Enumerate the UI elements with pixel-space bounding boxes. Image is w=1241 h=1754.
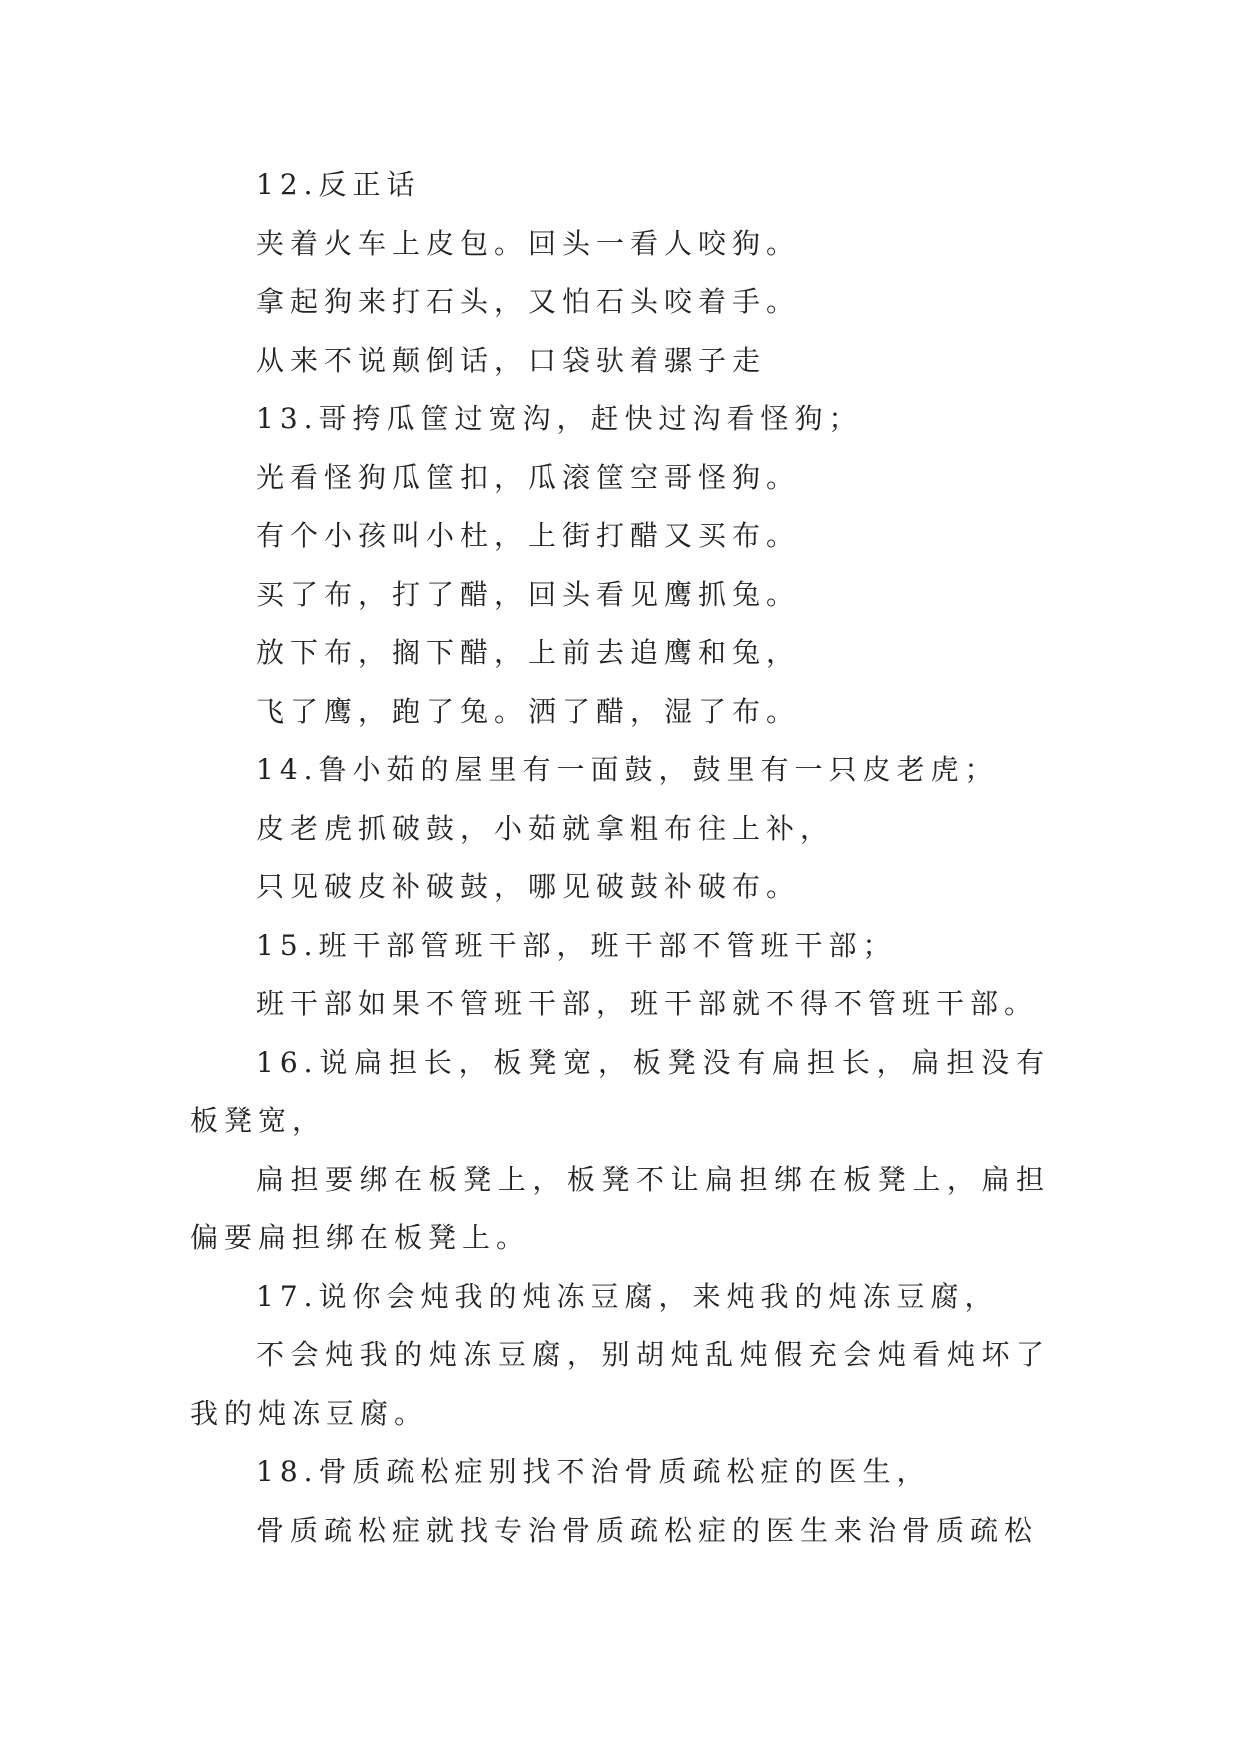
paragraph: 有个小孩叫小杜，上街打醋又买布。 xyxy=(256,519,801,552)
paragraph: 14.鲁小茹的屋里有一面鼓，鼓里有一只皮老虎； xyxy=(256,753,999,786)
paragraph: 18.骨质疏松症别找不治骨质疏松症的医生， xyxy=(256,1455,931,1488)
paragraph: 班干部如果不管班干部，班干部就不得不管班干部。 xyxy=(256,987,1039,1020)
paragraph: 16.说扁担长，板凳宽，板凳没有扁担长，扁担没有板凳宽， xyxy=(190,1045,1050,1137)
paragraph: 放下布，搁下醋，上前去追鹰和兔， xyxy=(256,636,801,669)
paragraph: 光看怪狗瓜筐扣，瓜滚筐空哥怪狗。 xyxy=(256,460,801,494)
paragraph: 17.说你会炖我的炖冻豆腐，来炖我的炖冻豆腐， xyxy=(256,1279,999,1313)
paragraph: 买了布，打了醋，回头看见鹰抓兔。 xyxy=(256,577,801,611)
paragraph: 15.班干部管班干部，班干部不管班干部； xyxy=(256,928,897,962)
paragraph: 从来不说颠倒话，口袋驮着骡子走 xyxy=(256,343,767,377)
paragraph: 不会炖我的炖冻豆腐，别胡炖乱炖假充会炖看炖坏了我的炖冻豆腐。 xyxy=(190,1338,1050,1430)
paragraph: 骨质疏松症就找专治骨质疏松症的医生来治骨质疏松 xyxy=(256,1513,1039,1547)
paragraph: 扁担要绑在板凳上，板凳不让扁担绑在板凳上，扁担偏要扁担绑在板凳上。 xyxy=(190,1162,1050,1254)
document-body xyxy=(190,156,1050,1560)
paragraph: 只见破皮补破鼓，哪见破鼓补破布。 xyxy=(256,870,801,903)
paragraph: 拿起狗来打石头，又怕石头咬着手。 xyxy=(256,285,801,318)
paragraph: 夹着火车上皮包。回头一看人咬狗。 xyxy=(256,226,801,260)
paragraph: 皮老虎抓破鼓，小茹就拿粗布往上补， xyxy=(256,811,835,845)
paragraph: 12.反正话 xyxy=(256,168,421,201)
paragraph: 飞了鹰，跑了兔。洒了醋，湿了布。 xyxy=(256,694,801,728)
paragraph: 13.哥挎瓜筐过宽沟，赶快过沟看怪狗； xyxy=(256,402,863,435)
